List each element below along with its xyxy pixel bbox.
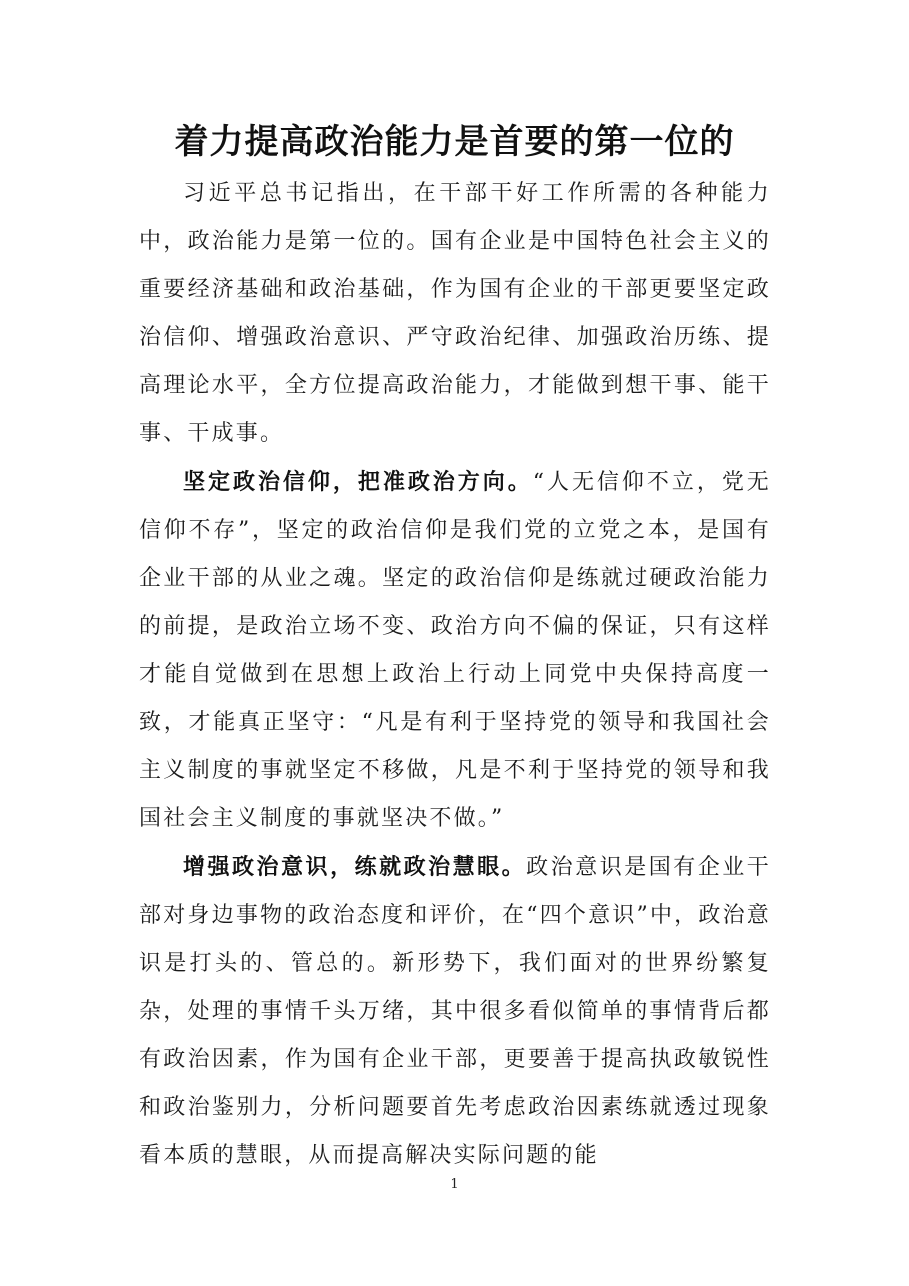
page-number: 1	[450, 1177, 459, 1192]
paragraph-text: “人无信仰不立，党无信仰不存”，坚定的政治信仰是我们党的立党之本，是国有企业干部的从业之魂。坚定的政治信仰是练就过硬政治能力的前提，是政治立场不变、政治方向不偏的保证，只有这样才能自觉做到在思想上政治上行动上同党中央保持高度一致，才能真正坚守：“凡是有利于坚持党的领导和我国社会主义制度的事就坚定不移做，凡是不利于坚持党的领导和我国社会主义制度的事就坚决不做。”	[139, 470, 772, 831]
document-title: 着力提高政治能力是首要的第一位的	[174, 122, 735, 162]
paragraph-political-belief	[139, 458, 771, 843]
paragraph-lead: 增强政治意识，练就政治慧眼。	[183, 854, 527, 880]
paragraph-political-awareness	[139, 843, 771, 1180]
document-body	[139, 169, 771, 1180]
paragraph-text: 政治意识是国有企业干部对身边事物的政治态度和评价，在“四个意识”中，政治意识是打头的、管总的。新形势下，我们面对的世界纷繁复杂，处理的事情千头万绪，其中很多看似简单的事情背后都有政治因素，作为国有企业干部，更要善于提高执政敏锐性和政治鉴别力，分析问题要首先考虑政治因素练就透过现象看本质的慧眼，从而提高解决实际问题的能	[139, 855, 771, 1168]
paragraph-intro	[139, 169, 771, 458]
paragraph-text: 习近平总书记指出，在干部干好工作所需的各种能力中，政治能力是第一位的。国有企业是中国特色社会主义的重要经济基础和政治基础，作为国有企业的干部更要坚定政治信仰、增强政治意识、严守政治纪律、加强政治历练、提高理论水平，全方位提高政治能力，才能做到想干事、能干事、干成事。	[139, 181, 771, 446]
paragraph-lead: 坚定政治信仰，把准政治方向。	[183, 469, 533, 495]
